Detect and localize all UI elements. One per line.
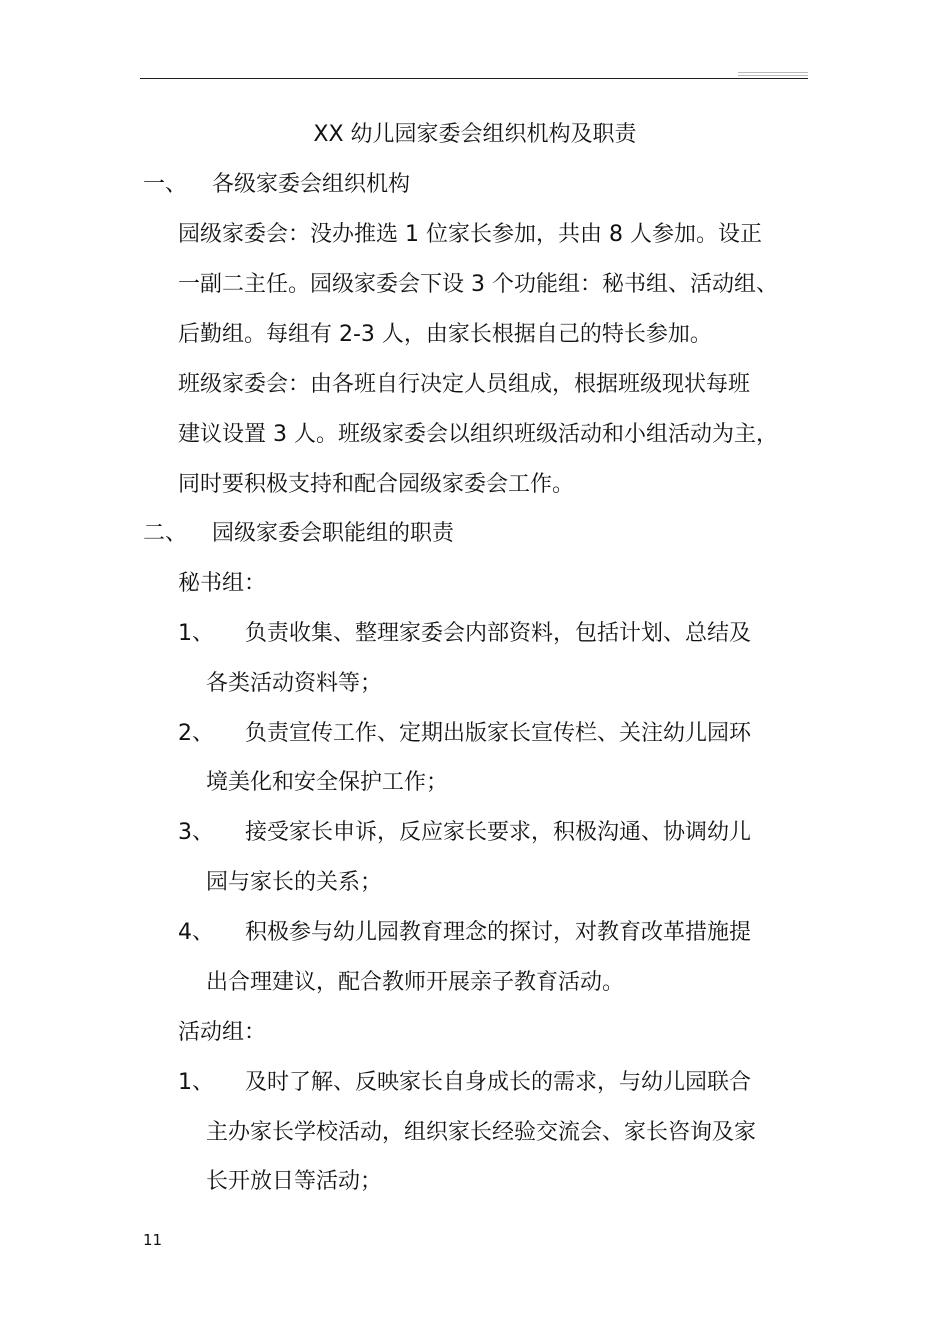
paragraph-line: 班级家委会：由各班自行决定人员组成，根据班级现状每班 bbox=[178, 372, 751, 397]
list-item-line: 及时了解、反映家长自身成长的需求，与幼儿园联合 bbox=[245, 1070, 752, 1095]
list-item-number: 4、 bbox=[178, 920, 214, 945]
section-number: 二、 bbox=[143, 521, 188, 546]
list-item-line: 积极参与幼儿园教育理念的探讨，对教育改革措施提 bbox=[245, 920, 752, 945]
list-item-line: 园与家长的关系； bbox=[206, 870, 383, 895]
list-item-number: 2、 bbox=[178, 721, 214, 746]
list-item-number: 1、 bbox=[178, 621, 214, 646]
list-item-line: 负责收集、整理家委会内部资料，包括计划、总结及 bbox=[245, 621, 752, 646]
list-item-line: 境美化和安全保护工作； bbox=[206, 770, 449, 795]
paragraph-line: 建议设置 3 人。班级家委会以组织班级活动和小组活动为主， bbox=[178, 422, 778, 447]
list-item-line: 出合理建议，配合教师开展亲子教育活动。 bbox=[206, 970, 625, 995]
group-label: 活动组： bbox=[178, 1020, 267, 1045]
list-item-number: 3、 bbox=[178, 820, 214, 845]
section-heading: 园级家委会职能组的职责 bbox=[212, 521, 455, 546]
page-number: 11 bbox=[143, 1231, 163, 1249]
header-rule-decoration bbox=[738, 72, 808, 73]
list-item-number: 1、 bbox=[178, 1070, 214, 1095]
list-item-line: 负责宣传工作、定期出版家长宣传栏、关注幼儿园环 bbox=[245, 721, 752, 746]
list-item-line: 各类活动资料等； bbox=[206, 671, 383, 696]
paragraph-line: 后勤组。每组有 2-3 人，由家长根据自己的特长参加。 bbox=[178, 322, 712, 347]
section-number: 一、 bbox=[143, 172, 188, 197]
header-rule-decoration bbox=[738, 75, 808, 76]
header-rule bbox=[140, 78, 808, 79]
paragraph-line: 同时要积极支持和配合园级家委会工作。 bbox=[178, 472, 575, 497]
paragraph-line: 园级家委会：没办推选 1 位家长参加，共由 8 人参加。设正 bbox=[178, 222, 762, 247]
group-label: 秘书组： bbox=[178, 571, 267, 596]
document-title: XX 幼儿园家委会组织机构及职责 bbox=[313, 122, 637, 147]
list-item-line: 长开放日等活动； bbox=[206, 1169, 383, 1194]
section-heading: 各级家委会组织机构 bbox=[212, 172, 411, 197]
list-item-line: 接受家长申诉，反应家长要求，积极沟通、协调幼儿 bbox=[245, 820, 752, 845]
paragraph-line: 一副二主任。园级家委会下设 3 个功能组：秘书组、活动组、 bbox=[178, 272, 778, 297]
list-item-line: 主办家长学校活动，组织家长经验交流会、家长咨询及家 bbox=[206, 1120, 757, 1145]
